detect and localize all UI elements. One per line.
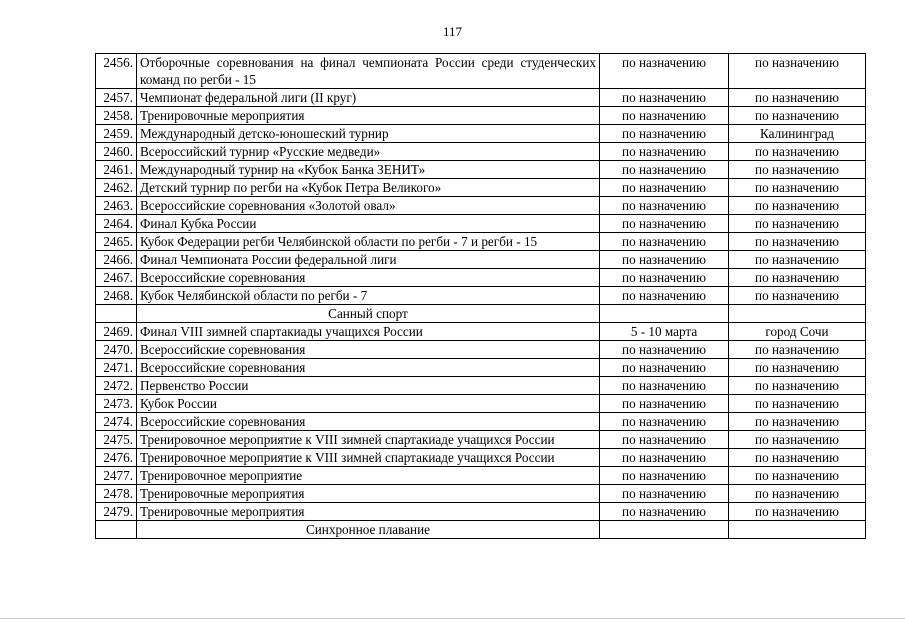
table-row (96, 161, 866, 179)
row-number: 2469. (96, 323, 137, 341)
table-row (96, 215, 866, 233)
event-name: Всероссийский турнир «Русские медведи» (137, 143, 600, 161)
event-place: по назначению (729, 107, 866, 125)
event-place: по назначению (729, 431, 866, 449)
event-name: Первенство России (137, 377, 600, 395)
table-row (96, 197, 866, 215)
event-date: по назначению (600, 269, 729, 287)
section-date-cell (600, 305, 729, 323)
event-date: по назначению (600, 449, 729, 467)
table-row (96, 341, 866, 359)
event-date: по назначению (600, 431, 729, 449)
section-title: Синхронное плавание (137, 521, 600, 539)
row-number: 2460. (96, 143, 137, 161)
page-number: 117 (442, 24, 463, 39)
table-row (96, 431, 866, 449)
event-date: по назначению (600, 287, 729, 305)
scan-bottom-edge (0, 618, 905, 619)
event-place: Калининград (729, 125, 866, 143)
event-place: по назначению (729, 341, 866, 359)
event-date: по назначению (600, 413, 729, 431)
event-date: по назначению (600, 161, 729, 179)
row-number: 2463. (96, 197, 137, 215)
table-row (96, 107, 866, 125)
event-date: по назначению (600, 341, 729, 359)
table-row (96, 89, 866, 107)
table-row (96, 54, 866, 89)
event-place: по назначению (729, 161, 866, 179)
table-row (96, 485, 866, 503)
event-date: по назначению (600, 359, 729, 377)
event-date: по назначению (600, 197, 729, 215)
event-date: по назначению (600, 89, 729, 107)
event-name: Международный турнир на «Кубок Банка ЗЕНИТ» (137, 161, 600, 179)
row-number: 2471. (96, 359, 137, 377)
section-title: Санный спорт (137, 305, 600, 323)
row-number: 2467. (96, 269, 137, 287)
events-table-body (96, 54, 866, 539)
event-place: по назначению (729, 269, 866, 287)
row-number: 2478. (96, 485, 137, 503)
event-name: Тренировочные мероприятия (137, 485, 600, 503)
section-row (96, 521, 866, 539)
event-name: Финал Чемпионата России федеральной лиги (137, 251, 600, 269)
event-name: Финал VIII зимней спартакиады учащихся России (137, 323, 600, 341)
row-number: 2458. (96, 107, 137, 125)
event-date: по назначению (600, 503, 729, 521)
section-place-cell (729, 521, 866, 539)
event-date: по назначению (600, 485, 729, 503)
table-row (96, 503, 866, 521)
event-name: Тренировочное мероприятие (137, 467, 600, 485)
event-date: по назначению (600, 107, 729, 125)
row-number: 2470. (96, 341, 137, 359)
row-number: 2472. (96, 377, 137, 395)
table-row (96, 413, 866, 431)
event-name: Всероссийские соревнования (137, 269, 600, 287)
section-place-cell (729, 305, 866, 323)
row-number: 2475. (96, 431, 137, 449)
table-row (96, 323, 866, 341)
row-number: 2456. (96, 54, 137, 89)
row-number: 2476. (96, 449, 137, 467)
event-place: по назначению (729, 359, 866, 377)
event-date: по назначению (600, 125, 729, 143)
row-number: 2468. (96, 287, 137, 305)
event-place: по назначению (729, 377, 866, 395)
event-name: Отборочные соревнования на финал чемпионата России среди студенческих команд по регби - 15 (137, 54, 600, 89)
section-num-cell (96, 521, 137, 539)
table-row (96, 125, 866, 143)
event-name: Тренировочное мероприятие к VIII зимней спартакиаде учащихся России (137, 431, 600, 449)
event-name: Кубок Федерации регби Челябинской области по регби - 7 и регби - 15 (137, 233, 600, 251)
event-date: по назначению (600, 377, 729, 395)
event-name: Международный детско-юношеский турнир (137, 125, 600, 143)
event-name: Тренировочные мероприятия (137, 107, 600, 125)
table-row (96, 269, 866, 287)
event-place: по назначению (729, 413, 866, 431)
event-name: Всероссийские соревнования (137, 359, 600, 377)
event-place: по назначению (729, 215, 866, 233)
table-row (96, 179, 866, 197)
row-number: 2479. (96, 503, 137, 521)
event-name: Тренировочные мероприятия (137, 503, 600, 521)
table-row (96, 287, 866, 305)
table-row (96, 359, 866, 377)
section-row (96, 305, 866, 323)
event-name: Всероссийские соревнования (137, 413, 600, 431)
event-place: по назначению (729, 233, 866, 251)
event-place: по назначению (729, 143, 866, 161)
event-place: по назначению (729, 251, 866, 269)
event-date: по назначению (600, 54, 729, 89)
event-place: по назначению (729, 449, 866, 467)
event-date: по назначению (600, 215, 729, 233)
event-place: по назначению (729, 197, 866, 215)
event-name: Детский турнир по регби на «Кубок Петра Великого» (137, 179, 600, 197)
event-place: по назначению (729, 485, 866, 503)
event-date: по назначению (600, 233, 729, 251)
event-date: по назначению (600, 251, 729, 269)
table-row (96, 467, 866, 485)
event-place: по назначению (729, 395, 866, 413)
event-name: Тренировочное мероприятие к VIII зимней спартакиаде учащихся России (137, 449, 600, 467)
event-place: по назначению (729, 287, 866, 305)
row-number: 2462. (96, 179, 137, 197)
table-row (96, 449, 866, 467)
event-name: Чемпионат федеральной лиги (II круг) (137, 89, 600, 107)
section-date-cell (600, 521, 729, 539)
events-table (95, 53, 866, 539)
table-row (96, 233, 866, 251)
event-date: по назначению (600, 179, 729, 197)
row-number: 2465. (96, 233, 137, 251)
row-number: 2474. (96, 413, 137, 431)
event-name: Кубок России (137, 395, 600, 413)
row-number: 2464. (96, 215, 137, 233)
event-place: по назначению (729, 467, 866, 485)
event-place: город Сочи (729, 323, 866, 341)
event-date: по назначению (600, 395, 729, 413)
event-name: Всероссийские соревнования (137, 341, 600, 359)
row-number: 2457. (96, 89, 137, 107)
table-row (96, 395, 866, 413)
row-number: 2466. (96, 251, 137, 269)
event-name: Финал Кубка России (137, 215, 600, 233)
event-name: Всероссийские соревнования «Золотой овал» (137, 197, 600, 215)
row-number: 2459. (96, 125, 137, 143)
event-place: по назначению (729, 503, 866, 521)
table-row (96, 251, 866, 269)
event-place: по назначению (729, 179, 866, 197)
section-num-cell (96, 305, 137, 323)
event-name: Кубок Челябинской области по регби - 7 (137, 287, 600, 305)
table-row (96, 377, 866, 395)
event-place: по назначению (729, 54, 866, 89)
row-number: 2477. (96, 467, 137, 485)
event-date: 5 - 10 марта (600, 323, 729, 341)
event-date: по назначению (600, 143, 729, 161)
row-number: 2461. (96, 161, 137, 179)
event-date: по назначению (600, 467, 729, 485)
row-number: 2473. (96, 395, 137, 413)
event-place: по назначению (729, 89, 866, 107)
table-row (96, 143, 866, 161)
